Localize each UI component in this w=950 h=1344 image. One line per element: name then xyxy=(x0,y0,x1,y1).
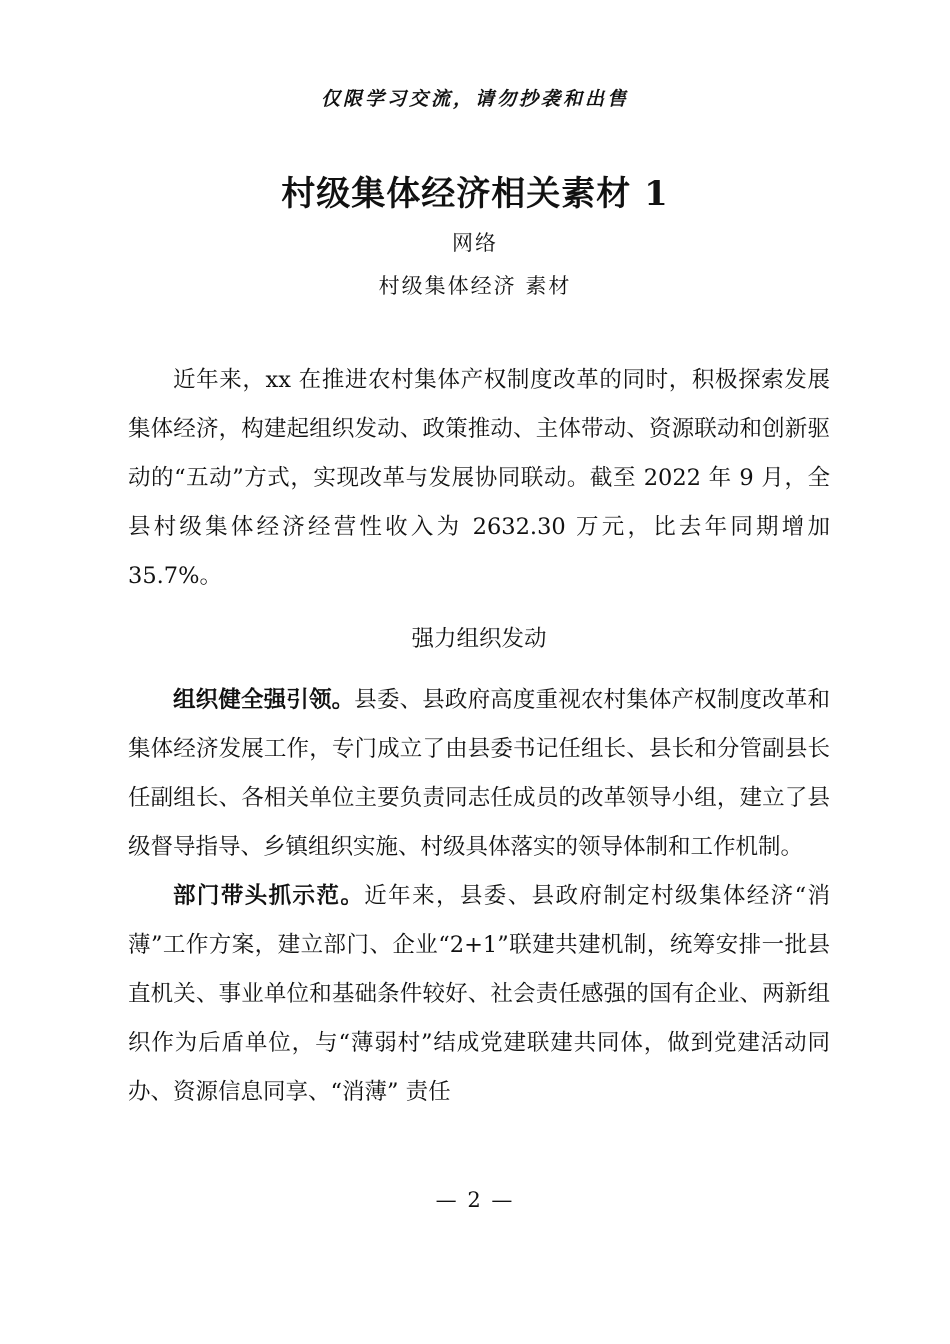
header-note: 仅限学习交流，请勿抄袭和出售 xyxy=(320,88,629,110)
document-source: 网络 xyxy=(452,231,498,255)
paragraph-text: 县委、县政府高度重视农村集体产权制度改革和集体经济发展工作，专门成立了由县委书记任组长、县长和分管副县长任副组长、各相关单位主要负责同志任成员的改革领导小组，建立了县级督导指导、乡镇组织实施、村级具体落实的领导体制和工作机制。 xyxy=(128,687,830,860)
section-heading: 强力组织发动 xyxy=(411,626,547,652)
body-paragraph xyxy=(128,676,830,872)
document-body xyxy=(128,356,830,1117)
paragraph-lead: 组织健全强引领。 xyxy=(173,687,355,713)
document-keywords: 村级集体经济 素材 xyxy=(378,274,572,298)
paragraph-lead: 部门带头抓示范。 xyxy=(173,883,365,909)
page-number: — 2 — xyxy=(435,1188,515,1212)
body-paragraph xyxy=(128,872,830,1117)
paragraph-text: 近年来，县委、县政府制定村级集体经济“消薄”工作方案，建立部门、企业“2+1”联建共建机制，统筹安排一批县直机关、事业单位和基础条件较好、社会责任感强的国有企业、两新组织作为后盾单位，与“薄弱村”结成党建联建共同体，做到党建活动同办、资源信息同享、“消薄” 责任 xyxy=(128,883,830,1105)
document-title: 村级集体经济相关素材 1 xyxy=(281,174,669,214)
intro-paragraph: 近年来，xx 在推进农村集体产权制度改革的同时，积极探索发展集体经济，构建起组织发动、政策推动、主体带动、资源联动和创新驱动的“五动”方式，实现改革与发展协同联动。截至 2022 年 9 月，全县村级集体经济经营性收入为 2632.30 万元，比去年同期增加 35.7%。 xyxy=(128,367,830,589)
